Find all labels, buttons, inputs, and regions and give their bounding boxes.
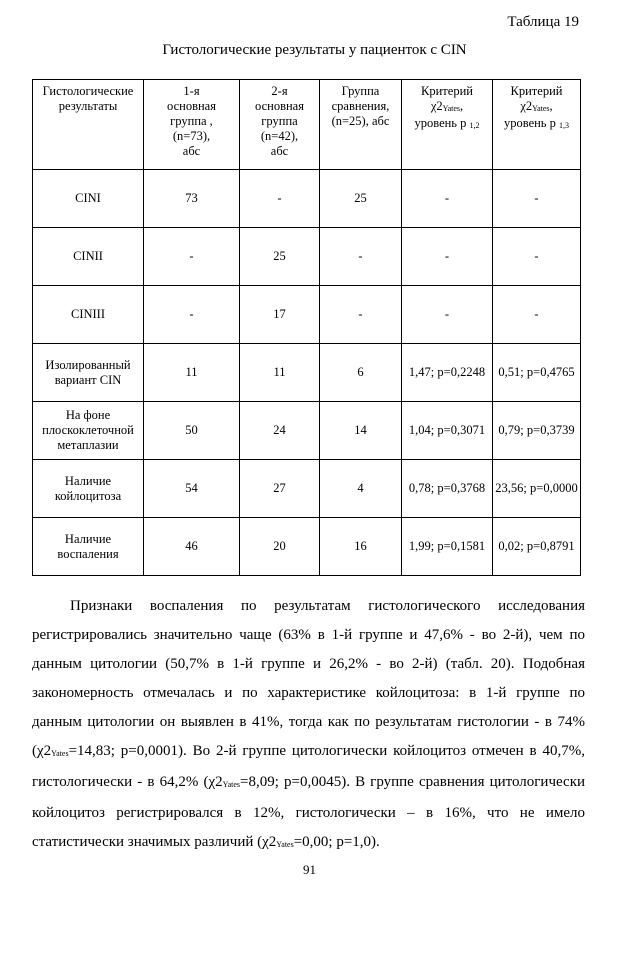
table-cell: - xyxy=(144,286,240,344)
table-row xyxy=(33,460,581,518)
table-cell: 24 xyxy=(240,402,320,460)
table-cell: 73 xyxy=(144,170,240,228)
table-cell: 16 xyxy=(320,518,402,576)
row-label: На фоне плоскоклеточной метаплазии xyxy=(33,402,144,460)
table-row xyxy=(33,170,581,228)
histology-results-table xyxy=(32,79,581,576)
row-label: CINII xyxy=(33,228,144,286)
table-cell: 0,79; p=0,3739 xyxy=(493,402,581,460)
table-cell: 1,99; p=0,1581 xyxy=(402,518,493,576)
table-cell: 6 xyxy=(320,344,402,402)
row-label: CINIII xyxy=(33,286,144,344)
table-cell: - xyxy=(320,228,402,286)
table-number: Таблица 19 xyxy=(507,14,579,30)
table-cell: 11 xyxy=(144,344,240,402)
table-cell: - xyxy=(144,228,240,286)
table-cell: 0,02; p=0,8791 xyxy=(493,518,581,576)
table-header-row xyxy=(33,80,581,170)
column-header: 1-я основная группа , (n=73), абс xyxy=(144,80,240,170)
table-cell: 17 xyxy=(240,286,320,344)
table-cell: 14 xyxy=(320,402,402,460)
column-header: Группа сравнения, (n=25), абс xyxy=(320,80,402,170)
row-label: Изолированный вариант CIN xyxy=(33,344,144,402)
table-cell: 1,47; p=0,2248 xyxy=(402,344,493,402)
table-cell: 23,56; p=0,0000 xyxy=(493,460,581,518)
table-cell: 54 xyxy=(144,460,240,518)
column-header: Критерий χ2Yates, уровень р 1,2 xyxy=(402,80,493,170)
table-cell: 27 xyxy=(240,460,320,518)
table-cell: 4 xyxy=(320,460,402,518)
table-cell: 50 xyxy=(144,402,240,460)
table-cell: 0,51; p=0,4765 xyxy=(493,344,581,402)
table-cell: - xyxy=(240,170,320,228)
column-header: Гистологические результаты xyxy=(33,80,144,170)
table-cell: - xyxy=(320,286,402,344)
table-row xyxy=(33,228,581,286)
table-row xyxy=(33,402,581,460)
body-paragraph: Признаки воспаления по результатам гистологического исследования регистрировались значительно чаще (63% в 1-й группе и 47,6% - во 2-й), чем по данным цитологии (50,7% в 1-й группе и 26,2% - во 2-й) (табл. 20). Подобная закономерность отмечалась и по характеристике койлоцитоза: в 1-й группе по данным цитологии он выявлен в 41%, тогда как по результатам гистологии - в 74% (χ2Yates=14,83; p=0,0001). Во 2-й группе цитологически койлоцитоз отмечен в 40,7%, гистологически - в 64,2% (χ2Yates=8,09; p=0,0045). В группе сравнения цитологически койлоцитоз регистрировался в 12%, гистологически – в 16%, что не имело статистически значимых различий (χ2Yates=0,00; p=1,0). xyxy=(32,598,586,850)
table-cell: - xyxy=(493,286,581,344)
table-cell: 11 xyxy=(240,344,320,402)
table-row xyxy=(33,344,581,402)
table-cell: 20 xyxy=(240,518,320,576)
table-cell: - xyxy=(402,286,493,344)
row-label: Наличие воспаления xyxy=(33,518,144,576)
table-row xyxy=(33,518,581,576)
table-cell: - xyxy=(402,228,493,286)
page-number: 91 xyxy=(303,862,316,877)
table-cell: 46 xyxy=(144,518,240,576)
table-cell: 25 xyxy=(240,228,320,286)
column-header: 2-я основная группа (n=42), абс xyxy=(240,80,320,170)
table-cell: 0,78; p=0,3768 xyxy=(402,460,493,518)
table-caption: Гистологические результаты у пациенток с CIN xyxy=(162,42,467,58)
row-label: Наличие койлоцитоза xyxy=(33,460,144,518)
table-cell: - xyxy=(493,228,581,286)
table-cell: 1,04; p=0,3071 xyxy=(402,402,493,460)
row-label: CINI xyxy=(33,170,144,228)
table-cell: - xyxy=(493,170,581,228)
column-header: Критерий χ2Yates, уровень р 1,3 xyxy=(493,80,581,170)
table-cell: - xyxy=(402,170,493,228)
table-row xyxy=(33,286,581,344)
table-cell: 25 xyxy=(320,170,402,228)
